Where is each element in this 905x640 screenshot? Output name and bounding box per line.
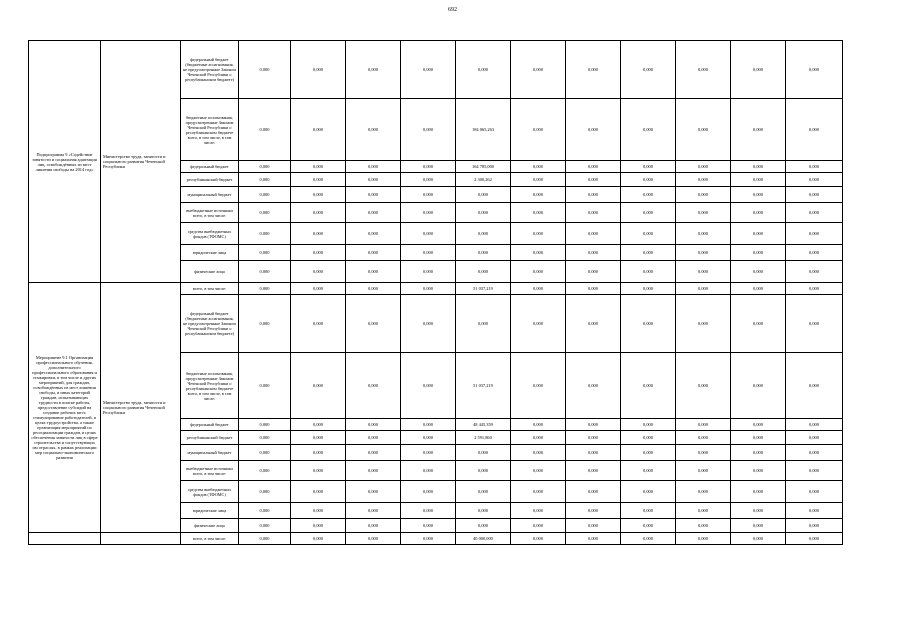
value-cell: 0,000 — [401, 223, 456, 245]
value-cell: 0,000 — [239, 41, 291, 99]
value-cell: 0,000 — [401, 503, 456, 519]
value-cell: 0,000 — [786, 533, 843, 545]
value-cell: 0,000 — [346, 261, 401, 283]
value-cell: 0,000 — [676, 295, 731, 353]
value-cell: 0,000 — [786, 295, 843, 353]
value-cell: 0,000 — [676, 353, 731, 419]
value-cell: 0,000 — [239, 99, 291, 161]
value-cell: 0,000 — [239, 173, 291, 187]
value-cell: 0,000 — [401, 187, 456, 203]
value-cell: 0,000 — [291, 533, 346, 545]
value-cell: 0,000 — [731, 261, 786, 283]
value-cell: 0,000 — [511, 283, 566, 295]
value-cell: 0,000 — [676, 503, 731, 519]
value-cell: 0,000 — [239, 261, 291, 283]
funding-source-label: всего, в том числе: — [181, 283, 239, 295]
value-cell: 0,000 — [566, 203, 621, 223]
value-cell: 0,000 — [291, 187, 346, 203]
value-cell: 0,000 — [786, 481, 843, 503]
value-cell: 0,000 — [239, 161, 291, 173]
value-cell: 0,000 — [346, 173, 401, 187]
value-cell: 0,000 — [786, 461, 843, 481]
value-cell: 0,000 — [566, 419, 621, 431]
page-number: 692 — [448, 7, 457, 13]
value-cell: 0,000 — [621, 503, 676, 519]
funding-source-label: средства внебюджетных фондов (ТФОМС) — [181, 223, 239, 245]
funding-source-label: средства внебюджетных фондов (ТФОМС) — [181, 481, 239, 503]
value-cell: 0,000 — [621, 261, 676, 283]
value-cell: 0,000 — [621, 519, 676, 533]
value-cell: 0,000 — [621, 99, 676, 161]
value-cell: 0,000 — [401, 203, 456, 223]
value-cell: 0,000 — [566, 283, 621, 295]
value-cell: 0,000 — [621, 295, 676, 353]
value-cell: 0,000 — [676, 481, 731, 503]
value-cell: 0,000 — [676, 431, 731, 445]
value-cell: 0,000 — [291, 41, 346, 99]
value-cell: 0,000 — [621, 419, 676, 431]
value-cell: 0,000 — [456, 223, 511, 245]
value-cell: 0,000 — [786, 203, 843, 223]
value-cell: 0,000 — [291, 261, 346, 283]
program-title: Подпрограмма 9 «Содействие занятости и социальная адаптация лиц, освобождённых из мест лишения свободы на 2014 год» — [29, 41, 101, 283]
value-cell: 0,000 — [786, 173, 843, 187]
value-cell: 0,000 — [786, 187, 843, 203]
value-cell: 0,000 — [401, 245, 456, 261]
value-cell: 0,000 — [239, 295, 291, 353]
value-cell: 0,000 — [511, 99, 566, 161]
value-cell: 0,000 — [731, 503, 786, 519]
value-cell: 0,000 — [731, 161, 786, 173]
value-cell: 0,000 — [401, 283, 456, 295]
value-cell: 0,000 — [511, 533, 566, 545]
value-cell: 0,000 — [291, 419, 346, 431]
value-cell: 0,000 — [346, 445, 401, 461]
value-cell: 0,000 — [346, 245, 401, 261]
value-cell: 0,000 — [346, 99, 401, 161]
value-cell: 0,000 — [676, 173, 731, 187]
value-cell: 0,000 — [731, 533, 786, 545]
value-cell: 0,000 — [291, 203, 346, 223]
value-cell: 0,000 — [511, 245, 566, 261]
value-cell: 0,000 — [291, 481, 346, 503]
table-row — [29, 533, 843, 545]
funding-source-label: всего, в том числе: — [181, 533, 239, 545]
value-cell: 0,000 — [786, 445, 843, 461]
value-cell: 0,000 — [566, 99, 621, 161]
value-cell: 0,000 — [456, 295, 511, 353]
value-cell: 0,000 — [511, 261, 566, 283]
value-cell: 0,000 — [621, 245, 676, 261]
value-cell: 2 591,860 — [456, 431, 511, 445]
value-cell: 0,000 — [239, 461, 291, 481]
value-cell: 0,000 — [401, 261, 456, 283]
value-cell: 0,000 — [786, 353, 843, 419]
value-cell: 0,000 — [676, 519, 731, 533]
value-cell: 0,000 — [786, 41, 843, 99]
value-cell: 0,000 — [401, 445, 456, 461]
value-cell: 0,000 — [291, 519, 346, 533]
value-cell: 0,000 — [566, 187, 621, 203]
value-cell: 0,000 — [346, 203, 401, 223]
value-cell: 0,000 — [291, 245, 346, 261]
value-cell: 0,000 — [401, 99, 456, 161]
value-cell: 0,000 — [346, 431, 401, 445]
value-cell: 0,000 — [731, 481, 786, 503]
value-cell: 0,000 — [676, 283, 731, 295]
value-cell: 0,000 — [401, 173, 456, 187]
value-cell: 0,000 — [511, 187, 566, 203]
value-cell: 0,000 — [401, 353, 456, 419]
value-cell: 184 065,263 — [456, 99, 511, 161]
value-cell: 0,000 — [786, 99, 843, 161]
value-cell: 0,000 — [731, 283, 786, 295]
value-cell: 0,000 — [621, 533, 676, 545]
value-cell: 0,000 — [239, 419, 291, 431]
value-cell: 0,000 — [346, 295, 401, 353]
value-cell: 0,000 — [731, 203, 786, 223]
value-cell: 2 300,262 — [456, 173, 511, 187]
value-cell: 0,000 — [566, 245, 621, 261]
value-cell: 0,000 — [511, 41, 566, 99]
value-cell: 0,000 — [786, 223, 843, 245]
value-cell: 0,000 — [566, 353, 621, 419]
value-cell: 0,000 — [676, 41, 731, 99]
funding-source-label: физические лица — [181, 519, 239, 533]
value-cell: 0,000 — [291, 295, 346, 353]
value-cell: 0,000 — [676, 261, 731, 283]
value-cell: 0,000 — [621, 353, 676, 419]
value-cell: 0,000 — [676, 223, 731, 245]
value-cell: 0,000 — [511, 295, 566, 353]
value-cell: 0,000 — [239, 187, 291, 203]
executor: Министерство труда, занятости и социального развития Чеченской Республики — [101, 41, 181, 283]
value-cell: 0,000 — [786, 419, 843, 431]
value-cell: 0,000 — [456, 261, 511, 283]
value-cell: 0,000 — [401, 519, 456, 533]
value-cell: 0,000 — [456, 481, 511, 503]
value-cell: 0,000 — [621, 481, 676, 503]
value-cell: 0,000 — [511, 353, 566, 419]
value-cell: 0,000 — [239, 283, 291, 295]
value-cell: 0,000 — [239, 203, 291, 223]
value-cell: 0,000 — [346, 161, 401, 173]
funding-source-label: муниципальный бюджет — [181, 187, 239, 203]
value-cell: 0,000 — [239, 223, 291, 245]
value-cell: 0,000 — [621, 283, 676, 295]
value-cell: 0,000 — [456, 41, 511, 99]
funding-source-label: федеральный бюджет — [181, 161, 239, 173]
value-cell: 0,000 — [239, 353, 291, 419]
value-cell: 0,000 — [291, 461, 346, 481]
value-cell: 0,000 — [239, 503, 291, 519]
value-cell: 0,000 — [291, 431, 346, 445]
value-cell: 0,000 — [566, 503, 621, 519]
value-cell: 0,000 — [676, 461, 731, 481]
value-cell: 0,000 — [511, 481, 566, 503]
value-cell: 0,000 — [401, 431, 456, 445]
value-cell: 0,000 — [346, 503, 401, 519]
value-cell: 0,000 — [676, 99, 731, 161]
funding-source-label: внебюджетные источники всего, в том числе: — [181, 203, 239, 223]
empty-cell — [101, 533, 181, 545]
value-cell: 0,000 — [731, 99, 786, 161]
value-cell: 164 785,000 — [456, 161, 511, 173]
value-cell: 0,000 — [239, 445, 291, 461]
executor: Министерство труда, занятости и социального развития Чеченской Республики — [101, 283, 181, 533]
value-cell: 0,000 — [566, 295, 621, 353]
funding-source-label: федеральный бюджет (бюджетные ассигнования, не предусмотренные Законом Чеченской Республики о республиканском бюджете) — [181, 295, 239, 353]
value-cell: 0,000 — [566, 173, 621, 187]
value-cell: 0,000 — [731, 187, 786, 203]
value-cell: 0,000 — [511, 461, 566, 481]
value-cell: 0,000 — [786, 503, 843, 519]
value-cell: 0,000 — [346, 353, 401, 419]
value-cell: 0,000 — [511, 419, 566, 431]
table-body — [29, 41, 843, 545]
value-cell: 0,000 — [566, 41, 621, 99]
value-cell: 51 037,219 — [456, 283, 511, 295]
value-cell: 0,000 — [621, 161, 676, 173]
value-cell: 0,000 — [511, 223, 566, 245]
value-cell: 0,000 — [511, 203, 566, 223]
value-cell: 0,000 — [731, 519, 786, 533]
value-cell: 0,000 — [291, 161, 346, 173]
value-cell: 0,000 — [511, 503, 566, 519]
value-cell: 0,000 — [731, 223, 786, 245]
value-cell: 0,000 — [786, 161, 843, 173]
value-cell: 0,000 — [401, 419, 456, 431]
value-cell: 0,000 — [621, 203, 676, 223]
value-cell: 0,000 — [566, 223, 621, 245]
value-cell: 0,000 — [786, 283, 843, 295]
value-cell: 0,000 — [401, 481, 456, 503]
value-cell: 0,000 — [676, 187, 731, 203]
value-cell: 0,000 — [566, 519, 621, 533]
value-cell: 0,000 — [291, 99, 346, 161]
value-cell: 0,000 — [676, 445, 731, 461]
funding-source-label: федеральный бюджет — [181, 419, 239, 431]
value-cell: 0,000 — [239, 431, 291, 445]
value-cell: 0,000 — [731, 173, 786, 187]
funding-source-label: муниципальный бюджет — [181, 445, 239, 461]
value-cell: 0,000 — [456, 445, 511, 461]
value-cell: 0,000 — [731, 295, 786, 353]
value-cell: 0,000 — [566, 461, 621, 481]
value-cell: 0,000 — [621, 41, 676, 99]
value-cell: 0,000 — [676, 419, 731, 431]
value-cell: 0,000 — [346, 533, 401, 545]
value-cell: 0,000 — [456, 519, 511, 533]
value-cell: 0,000 — [456, 245, 511, 261]
value-cell: 0,000 — [621, 461, 676, 481]
value-cell: 0,000 — [566, 481, 621, 503]
funding-source-label: внебюджетные источники всего, в том числе: — [181, 461, 239, 481]
value-cell: 0,000 — [731, 445, 786, 461]
value-cell: 0,000 — [786, 519, 843, 533]
value-cell: 0,000 — [511, 173, 566, 187]
value-cell: 0,000 — [291, 173, 346, 187]
value-cell: 0,000 — [676, 203, 731, 223]
funding-source-label: бюджетные ассигнования, предусмотренные Законом Чеченской Республики о республиканском бюджете всего, в том числе, в том числе: — [181, 99, 239, 161]
value-cell: 0,000 — [786, 261, 843, 283]
value-cell: 0,000 — [566, 431, 621, 445]
value-cell: 0,000 — [786, 245, 843, 261]
funding-source-label: республиканский бюджет — [181, 431, 239, 445]
value-cell: 0,000 — [346, 419, 401, 431]
value-cell: 0,000 — [401, 41, 456, 99]
funding-source-label: федеральный бюджет (бюджетные ассигнования, не предусмотренные Законом Чеченской Республики о республиканском бюджете) — [181, 41, 239, 99]
value-cell: 0,000 — [291, 445, 346, 461]
budget-table — [28, 40, 843, 545]
value-cell: 0,000 — [676, 533, 731, 545]
value-cell: 0,000 — [731, 245, 786, 261]
funding-source-label: юридические лица — [181, 245, 239, 261]
value-cell: 0,000 — [456, 203, 511, 223]
funding-source-label: бюджетные ассигнования, предусмотренные Законом Чеченской Республики о республиканском бюджете всего, в том числе, в том числе: — [181, 353, 239, 419]
table-row — [29, 41, 843, 99]
value-cell: 0,000 — [346, 187, 401, 203]
value-cell: 40 000,000 — [456, 533, 511, 545]
value-cell: 0,000 — [346, 481, 401, 503]
value-cell: 51 037,219 — [456, 353, 511, 419]
value-cell: 0,000 — [291, 283, 346, 295]
value-cell: 0,000 — [566, 445, 621, 461]
table-row — [29, 283, 843, 295]
value-cell: 0,000 — [511, 431, 566, 445]
value-cell: 0,000 — [676, 161, 731, 173]
value-cell: 0,000 — [621, 445, 676, 461]
value-cell: 0,000 — [456, 461, 511, 481]
value-cell: 0,000 — [401, 533, 456, 545]
value-cell: 0,000 — [456, 187, 511, 203]
value-cell: 0,000 — [731, 461, 786, 481]
funding-source-label: физические лица — [181, 261, 239, 283]
value-cell: 0,000 — [731, 431, 786, 445]
value-cell: 0,000 — [291, 503, 346, 519]
program-title: Мероприятие 9.1 Организация профессионального обучения, дополнительного профессионального образования и стажировки, в том числе и других мероприятий, для граждан, освобождённых из мест лишения свободы, и иных категорий граждан, испытывающих трудности в поиске работы, предоставление субсидий на создание рабочих мест, стимулирование работодателей, в целях трудоустройства, а также организация мероприятий по ресоциализации граждан, в целях обеспечения занятости лиц в сфере строительства и сопутствующих им отраслях, в рамках реализации мер социально-экономического развития — [29, 283, 101, 533]
value-cell: 0,000 — [511, 519, 566, 533]
value-cell: 0,000 — [346, 41, 401, 99]
value-cell: 0,000 — [621, 223, 676, 245]
value-cell: 0,000 — [511, 445, 566, 461]
funding-source-label: республиканский бюджет — [181, 173, 239, 187]
value-cell: 0,000 — [511, 161, 566, 173]
value-cell: 0,000 — [239, 519, 291, 533]
value-cell: 48 445,359 — [456, 419, 511, 431]
value-cell: 0,000 — [566, 161, 621, 173]
value-cell: 0,000 — [621, 431, 676, 445]
value-cell: 0,000 — [621, 187, 676, 203]
value-cell: 0,000 — [239, 481, 291, 503]
value-cell: 0,000 — [401, 161, 456, 173]
value-cell: 0,000 — [291, 223, 346, 245]
value-cell: 0,000 — [786, 431, 843, 445]
value-cell: 0,000 — [676, 245, 731, 261]
value-cell: 0,000 — [566, 261, 621, 283]
value-cell: 0,000 — [731, 41, 786, 99]
value-cell: 0,000 — [621, 173, 676, 187]
funding-source-label: юридические лица — [181, 503, 239, 519]
empty-cell — [29, 533, 101, 545]
value-cell: 0,000 — [346, 519, 401, 533]
value-cell: 0,000 — [291, 353, 346, 419]
value-cell: 0,000 — [346, 283, 401, 295]
value-cell: 0,000 — [456, 503, 511, 519]
value-cell: 0,000 — [401, 295, 456, 353]
value-cell: 0,000 — [239, 245, 291, 261]
value-cell: 0,000 — [566, 533, 621, 545]
value-cell: 0,000 — [731, 353, 786, 419]
value-cell: 0,000 — [346, 223, 401, 245]
value-cell: 0,000 — [401, 461, 456, 481]
value-cell: 0,000 — [346, 461, 401, 481]
value-cell: 0,000 — [239, 533, 291, 545]
value-cell: 0,000 — [731, 419, 786, 431]
